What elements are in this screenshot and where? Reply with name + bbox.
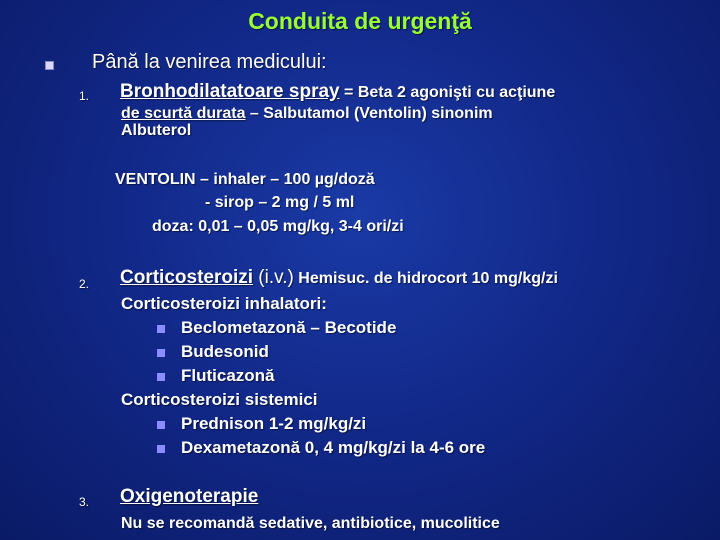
slide-title: Conduita de urgenţă — [248, 8, 472, 34]
item1-heading-line — [120, 81, 555, 103]
item2-heading-line — [120, 267, 558, 289]
square-bullet-icon — [157, 421, 165, 429]
systemic-item: Dexametazonă 0, 4 mg/kg/zi la 4-6 ore — [181, 438, 486, 457]
systemic-item: Prednison 1-2 mg/kg/zi — [181, 414, 367, 433]
item1-line2-rest: – Salbutamol (Ventolin) sinonim — [245, 105, 493, 122]
item2-heading-suffix: Hemisuc. de hidrocort 10 mg/kg/zi — [293, 270, 558, 287]
systemic-header: Corticosteroizi sistemici — [121, 390, 318, 409]
square-bullet-icon — [157, 373, 165, 381]
item-number-1: 1. — [79, 89, 90, 103]
ventolin-line2: - sirop – 2 mg / 5 ml — [205, 194, 355, 211]
square-bullet-icon — [157, 325, 165, 333]
ventolin-line1: VENTOLIN – inhaler – 100 µg/doză — [115, 171, 375, 188]
item1-line2-underlined: de scurtă durata — [121, 105, 246, 122]
square-bullet-icon — [45, 61, 54, 70]
inhaled-item: Fluticazonă — [181, 366, 275, 385]
item2-iv: (i.v.) — [253, 267, 294, 288]
item-number-2: 2. — [79, 277, 90, 291]
inhaled-header: Corticosteroizi inhalatori: — [121, 294, 327, 313]
main-bullet-text: Până la venirea medicului: — [92, 51, 327, 73]
item1-heading-suffix: = Beta 2 agonişti cu acţiune — [339, 84, 556, 101]
ventolin-line3: doza: 0,01 – 0,05 mg/kg, 3-4 ori/zi — [152, 218, 404, 235]
item3-note: Nu se recomandă sedative, antibiotice, mucolitice — [121, 515, 500, 532]
inhaled-item: Beclometazonă – Becotide — [181, 318, 397, 337]
item1-heading: Bronhodilatatoare spray — [120, 81, 340, 102]
item1-line2 — [121, 105, 493, 123]
square-bullet-icon — [157, 445, 165, 453]
square-bullet-icon — [157, 349, 165, 357]
item1-line3: Albuterol — [121, 122, 192, 139]
item2-heading: Corticosteroizi — [120, 267, 254, 288]
inhaled-item: Budesonid — [181, 342, 269, 361]
item3-heading: Oxigenoterapie — [120, 486, 259, 507]
item-number-3: 3. — [79, 495, 90, 509]
